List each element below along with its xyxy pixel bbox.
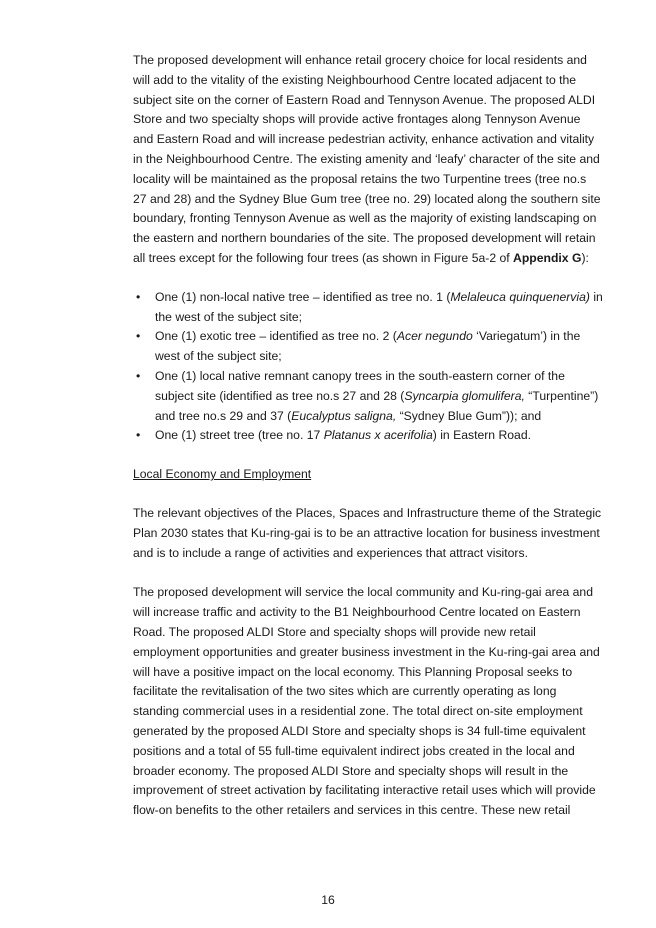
species-name: Syncarpia glomulifera, bbox=[404, 388, 525, 403]
list-item bbox=[133, 288, 603, 328]
species-name: Melaleuca quinquenervia) bbox=[450, 289, 590, 304]
list-item-text: ‘Variegatum’) in the west of the subject site; bbox=[155, 329, 581, 364]
species-name: Eucalyptus saligna, bbox=[291, 408, 397, 423]
list-item bbox=[133, 367, 603, 426]
appendix-reference: Appendix G bbox=[513, 250, 582, 265]
list-item-text: One (1) local native remnant canopy trees in the south-eastern corner of the subject site (identified as tree no.s 27 and 28 ( bbox=[155, 368, 565, 403]
list-item-text: One (1) street tree (tree no. 17 bbox=[155, 428, 324, 443]
species-name: Acer negundo bbox=[396, 329, 473, 344]
list-item bbox=[133, 426, 603, 446]
paragraph-local-economy: The proposed development will service the local community and Ku-ring-gai area and will increase traffic and activity to the B1 Neighbourhood Centre located on Eastern Road. The proposed ALDI Store and specialty shops will provide new retail employment opportunities and greater business investment in the Ku-ring-gai area and will have a positive impact on the local economy. This Planning Proposal seeks to facilitate the revitalisation of the two sites which are currently operating as long standing commercial uses in a residential zone. The total direct on-site employment generated by the proposed ALDI Store and specialty shops is 34 full-time equivalent positions and a total of 55 full-time equivalent indirect jobs created in the local and broader economy. The proposed ALDI Store and specialty shops will result in the improvement of street activation by facilitating interactive retail uses which will provide flow-on benefits to the other retailers and services in this centre. These new retail bbox=[133, 585, 600, 818]
paragraph-strategic-plan: The relevant objectives of the Places, Spaces and Infrastructure theme of the Strategic Plan 2030 states that Ku-ring-gai is to be an attractive location for business investment and is to include a range of activities and experiences that attract visitors. bbox=[133, 505, 602, 560]
paragraph-retail-choice bbox=[133, 51, 603, 269]
list-item-text: One (1) non-local native tree – identified as tree no. 1 ( bbox=[155, 289, 451, 304]
list-item-text: ) in Eastern Road. bbox=[432, 428, 531, 443]
list-item-text: “Turpentine”) and tree no.s 29 and 37 ( bbox=[155, 388, 599, 423]
tree-removal-list bbox=[133, 288, 603, 446]
list-item-text: One (1) exotic tree – identified as tree no. 2 ( bbox=[155, 329, 397, 344]
paragraph-text: The proposed development will enhance retail grocery choice for local residents and will add to the vitality of the existing Neighbourhood Centre located adjacent to the subject site on the corner of Eastern Road and Tennyson Avenue. The proposed ALDI Store and two specialty shops will provide active frontages along Tennyson Avenue and Eastern Road and will increase pedestrian activity, enhance activation and vitality in the Neighbourhood Centre. The existing amenity and ‘leafy’ character of the site and locality will be maintained as the proposal retains the two Turpentine trees (tree no.s 27 and 28) and the Sydney Blue Gum tree (tree no. 29) located along the southern site boundary, fronting Tennyson Avenue as well as the majority of existing landscaping on the eastern and northern boundaries of the site. The proposed development will retain all trees except for the following four trees (as shown in Figure 5a-2 of bbox=[133, 53, 601, 265]
list-item-text: “Sydney Blue Gum”)); and bbox=[396, 408, 542, 423]
paragraph-end: ): bbox=[581, 250, 589, 265]
page-number: 16 bbox=[321, 893, 335, 907]
list-item-text: in the west of the subject site; bbox=[155, 289, 603, 324]
section-heading: Local Economy and Employment bbox=[133, 467, 312, 482]
list-item bbox=[133, 327, 603, 367]
page-content bbox=[133, 51, 603, 821]
species-name: Platanus x acerifolia bbox=[323, 428, 433, 443]
